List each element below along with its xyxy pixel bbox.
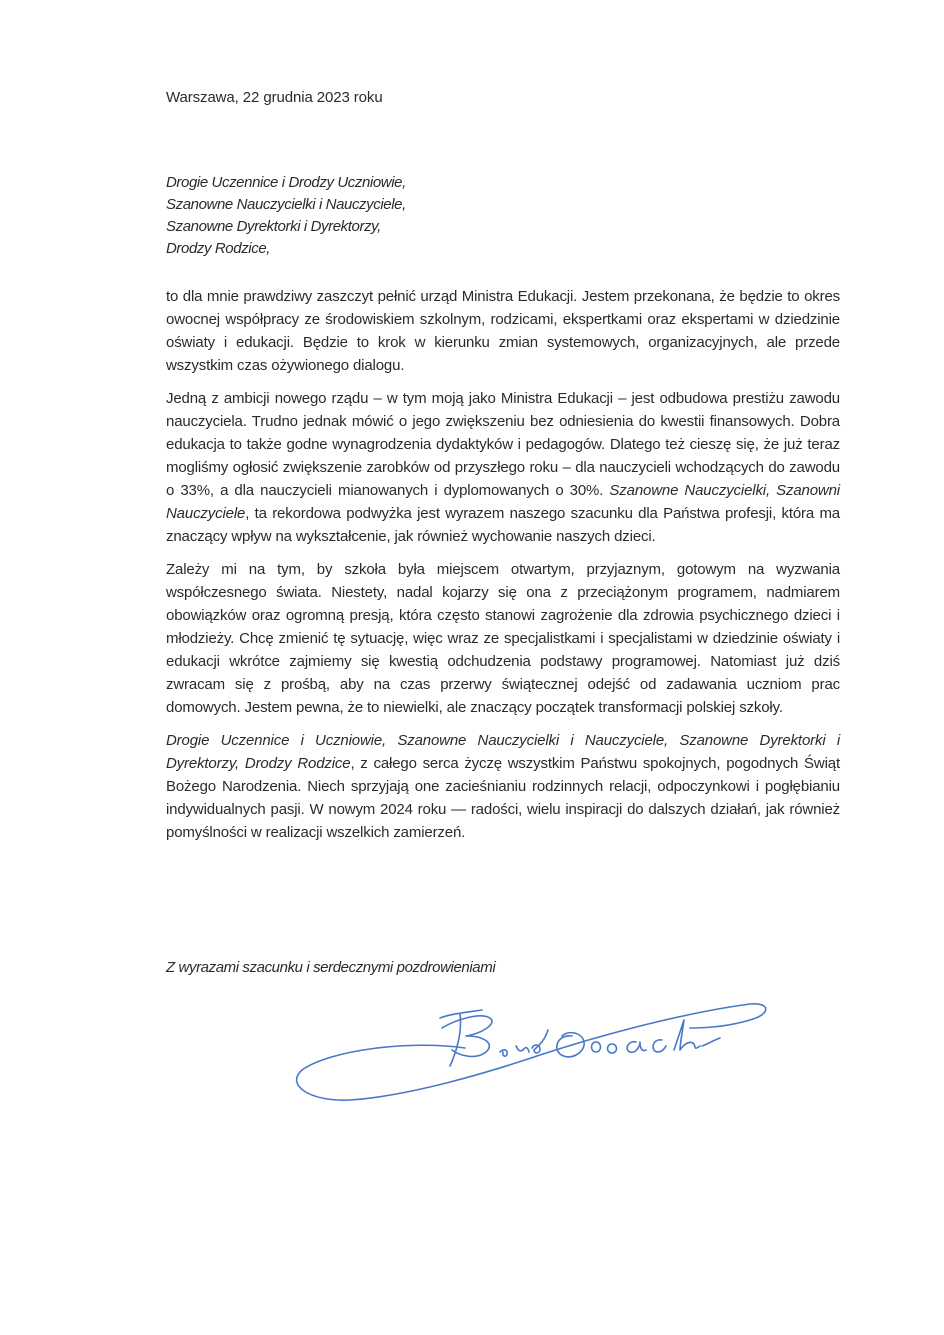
paragraph-salaries [166, 387, 840, 548]
paragraph-intro: to dla mnie prawdziwy zaszczyt pełnić urząd Ministra Edukacji. Jestem przekonana, że będzie to okres owocnej współpracy ze środowiskiem szkolnym, rodzicami, ekspertkami oraz ekspertami w dziedzinie oświaty i edukacji. Będzie to krok w kierunku zmian systemowych, organizacyjnych, ale przede wszystkim czas ożywionego dialogu. [166, 288, 840, 374]
paragraph-wishes [166, 729, 840, 844]
salutation-block [166, 172, 406, 260]
salutation-line-directors: Szanowne Dyrektorki i Dyrektorzy, [166, 218, 381, 235]
paragraph-wishes-text: , z całego serca życzę wszystkim Państwu spokojnych, pogodnych Świąt Bożego Narodzenia. Niech sprzyjają one zacieśnianiu rodzinnych relacji, odpoczynkowi i pogłębianiu indywidualnych pasji. W nowym 2024 roku — radości, wielu inspiracji do dalszych działań, jak również pomyślności w realizacji wszelkich zamierzeń. [166, 755, 840, 841]
closing-phrase: Z wyrazami szacunku i serdecznymi pozdrowieniami [166, 959, 496, 976]
paragraph-wishes-address: Drogie Uczennice i Uczniowie, Szanowne Nauczycielki i Nauczyciele, Szanowne Dyrektorki i Dyrektorzy, Drodzy Rodzice [166, 732, 840, 772]
salutation-line-teachers: Szanowne Nauczycielki i Nauczyciele, [166, 196, 406, 213]
letter-body [166, 285, 840, 854]
handwritten-signature [290, 990, 770, 1110]
paragraph-salaries-text-end: , ta rekordowa podwyżka jest wyrazem naszego szacunku dla Państwa profesji, która ma znaczący wpływ na wykształcenie, jak również wychowanie naszych dzieci. [166, 505, 840, 545]
salutation-line-students: Drogie Uczennice i Drodzy Uczniowie, [166, 174, 406, 191]
paragraph-school: Zależy mi na tym, by szkoła była miejscem otwartym, przyjaznym, gotowym na wyzwania współczesnego świata. Niestety, nadal kojarzy się ona z przeciążonym programem, nadmiarem obowiązków oraz ogromną presją, która często stanowi zagrożenie dla zdrowia psychicznego dzieci i młodzieży. Chcę zmienić tę sytuację, więc wraz ze specjalistkami i specjalistami w dziedzinie oświaty i edukacji wkrótce zajmiemy się kwestią odchudzenia podstawy programowej. Natomiast już dziś zwracam się z prośbą, aby na czas przerwy świątecznej odejść od zadawania uczniom prac domowych. Jestem pewna, że to niewielki, ale znaczący początek transformacji polskiej szkoły. [166, 561, 840, 716]
paragraph-salaries-address: Szanowne Nauczycielki, Szanowni Nauczyciele [166, 482, 840, 522]
salutation-line-parents: Drodzy Rodzice, [166, 240, 271, 257]
paragraph-salaries-text: Jedną z ambicji nowego rządu – w tym moją jako Ministra Edukacji – jest odbudowa prestiżu zawodu nauczyciela. Trudno jednak mówić o jego zwiększeniu bez odniesienia do kwestii finansowych. Dobra edukacja to także godne wynagrodzenia dydaktyków i pedagogów. Dlatego też cieszę się, że już teraz mogliśmy ogłosić zwiększenie zarobków od przyszłego roku – dla nauczycieli wchodzących do zawodu o 33%, a dla nauczycieli mianowanych i dyplomowanych o 30%. [166, 390, 840, 499]
letter-date: Warszawa, 22 grudnia 2023 roku [166, 89, 383, 106]
